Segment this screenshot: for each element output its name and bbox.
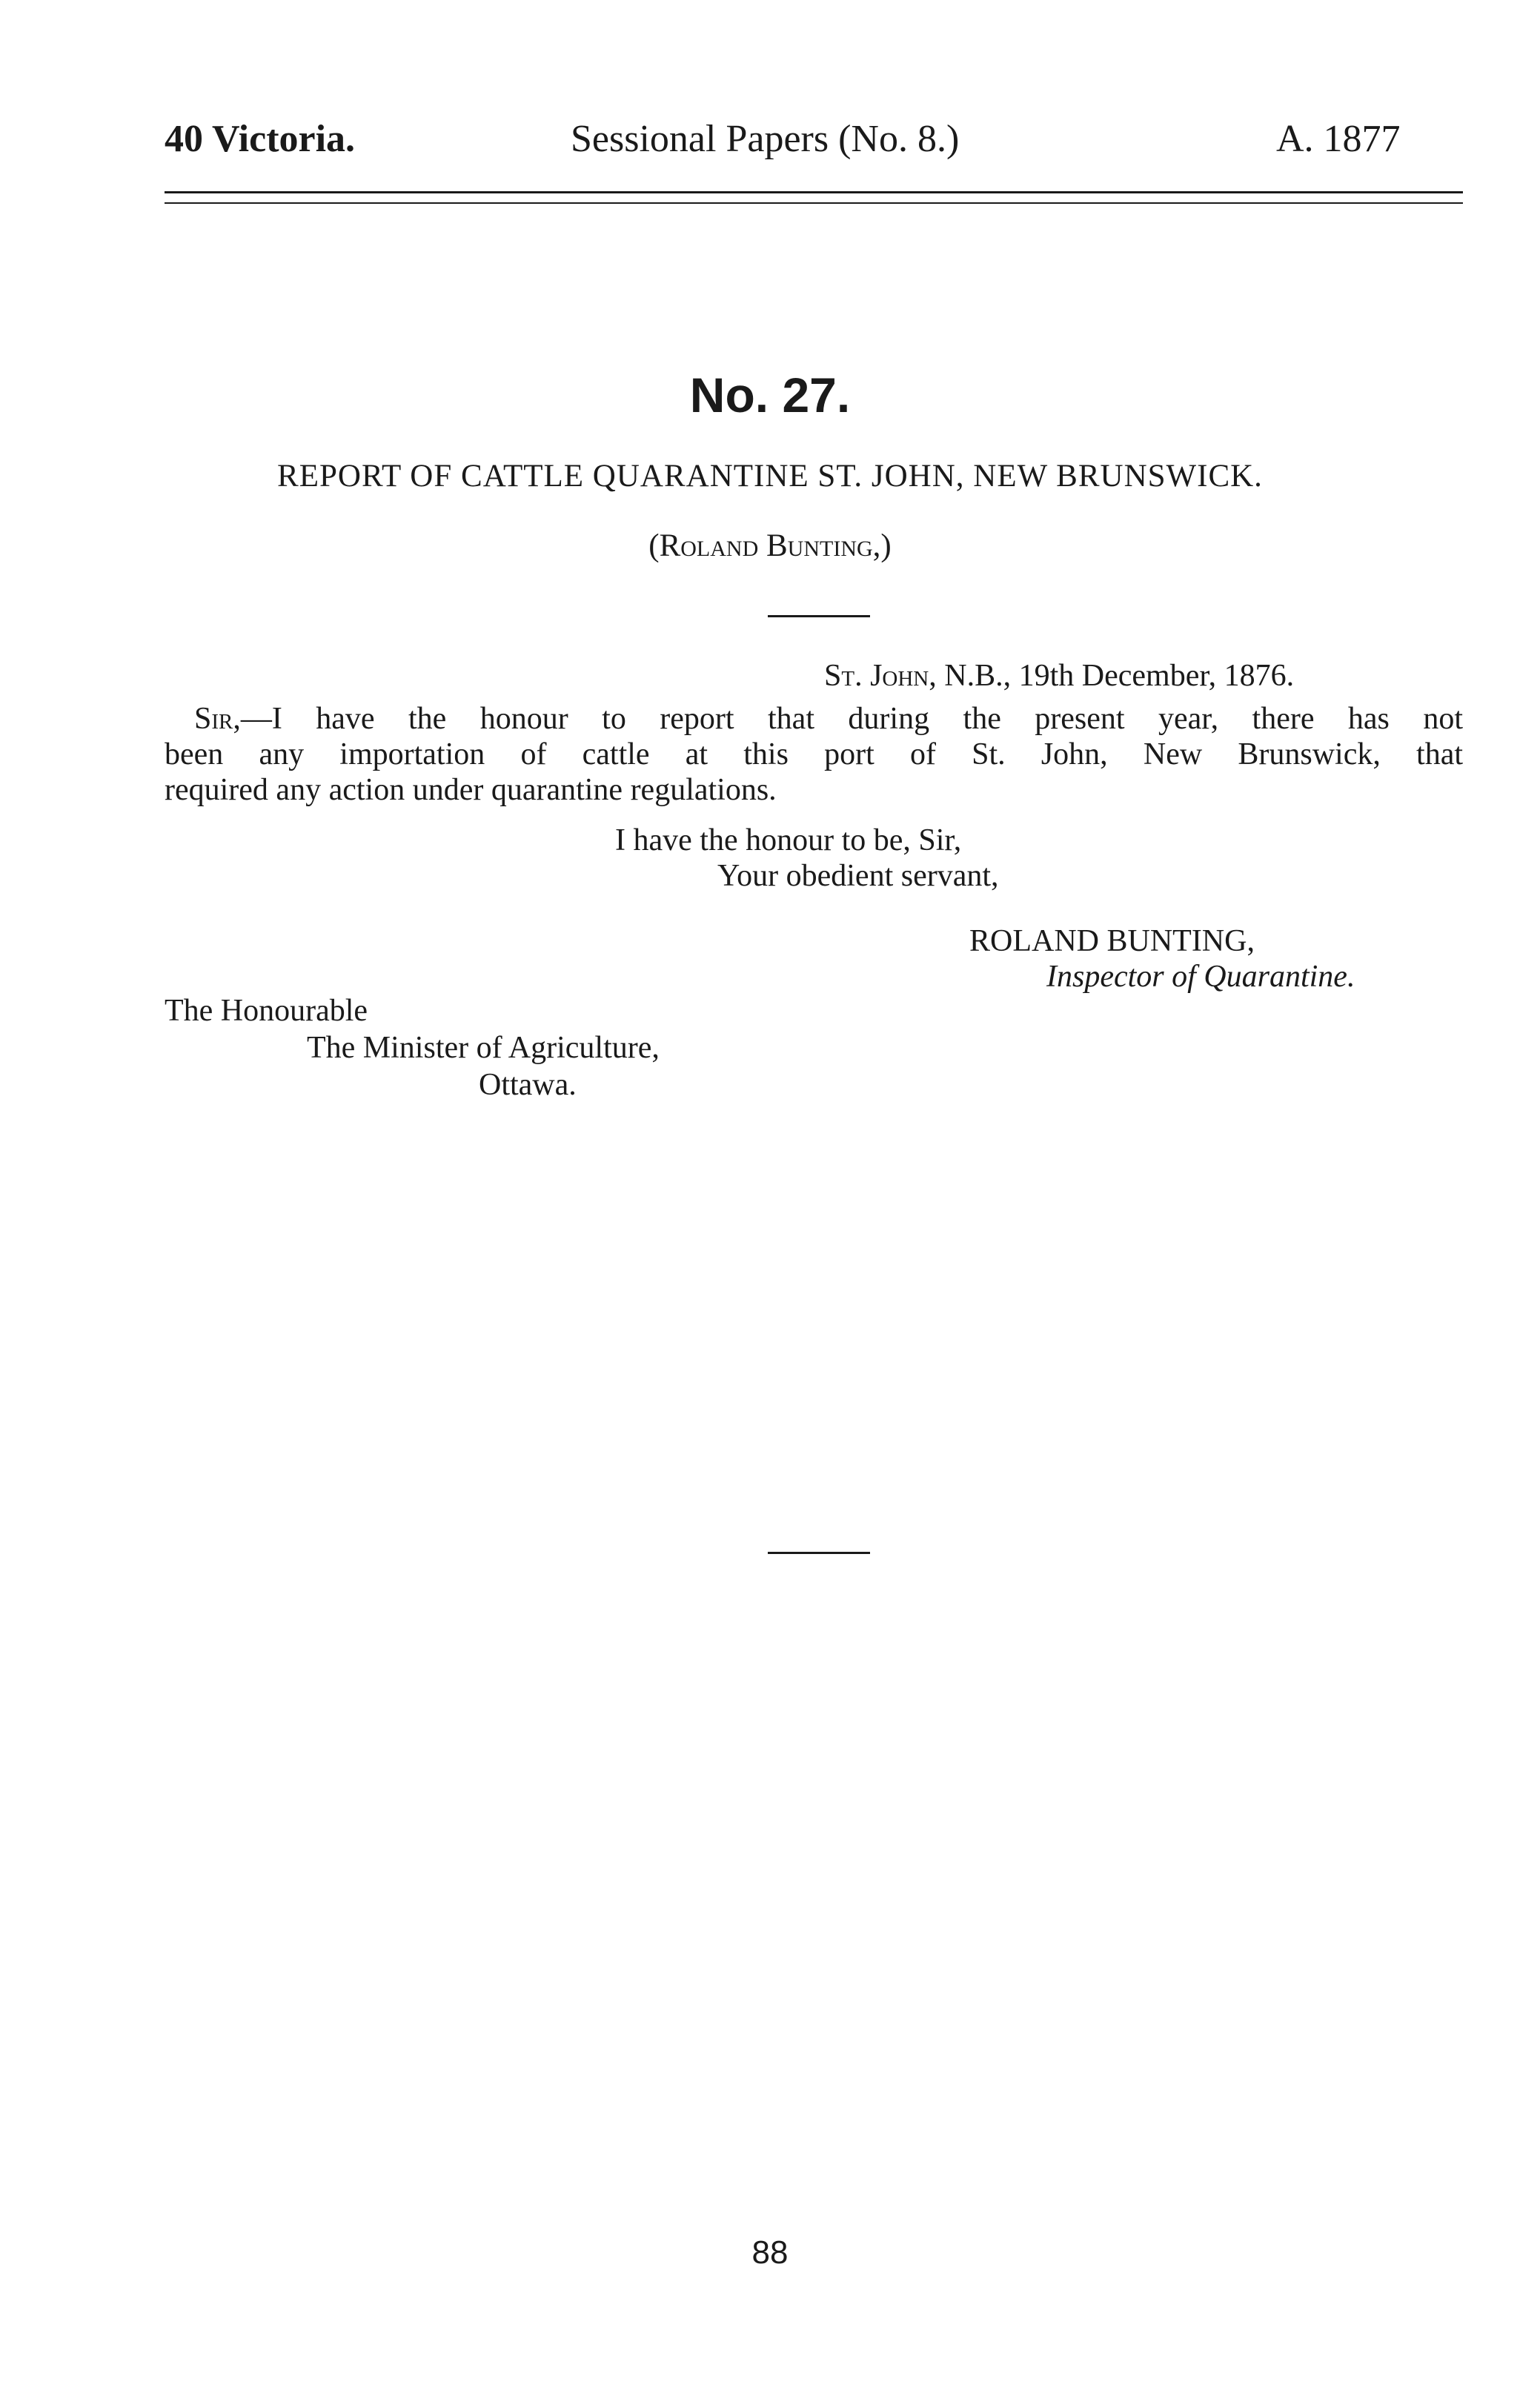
signatory-title: Inspector of Quarantine.	[1046, 960, 1355, 994]
salutation: Sir,	[194, 702, 241, 736]
document-number: No. 27.	[689, 368, 851, 422]
dateline-date: , N.B., 19th December, 1876.	[929, 659, 1295, 693]
title-divider	[768, 615, 870, 617]
body-line-1-text: —I have the honour to report that during the present year, there has not	[240, 702, 1463, 736]
body-line-2: been any importation of cattle at this port of St. John, New Brunswick, that	[165, 737, 1463, 771]
signatory-name: ROLAND BUNTING,	[969, 924, 1255, 958]
dateline-place: St. John	[824, 659, 929, 693]
page-number: 88	[751, 2234, 789, 2271]
section-divider	[768, 1552, 870, 1554]
closing-line-1: I have the honour to be, Sir,	[615, 823, 962, 857]
dateline	[824, 658, 1294, 694]
header-center: Sessional Papers (No. 8.)	[571, 118, 960, 160]
body-line-1	[194, 701, 1463, 737]
header-left: 40 Victoria.	[165, 118, 356, 160]
body-line-3: required any action under quarantine regulations.	[165, 773, 777, 807]
document-author: (Roland Bunting,)	[648, 528, 892, 563]
addressee-line-2: The Minister of Agriculture,	[307, 1031, 660, 1065]
document-title: REPORT OF CATTLE QUARANTINE ST. JOHN, NEW BRUNSWICK.	[277, 459, 1263, 494]
header-rule	[165, 191, 1463, 204]
header-right: A. 1877	[1276, 118, 1401, 160]
closing-line-2: Your obedient servant,	[717, 859, 999, 893]
addressee-line-3: Ottawa.	[479, 1068, 577, 1102]
addressee-line-1: The Honourable	[165, 994, 368, 1028]
